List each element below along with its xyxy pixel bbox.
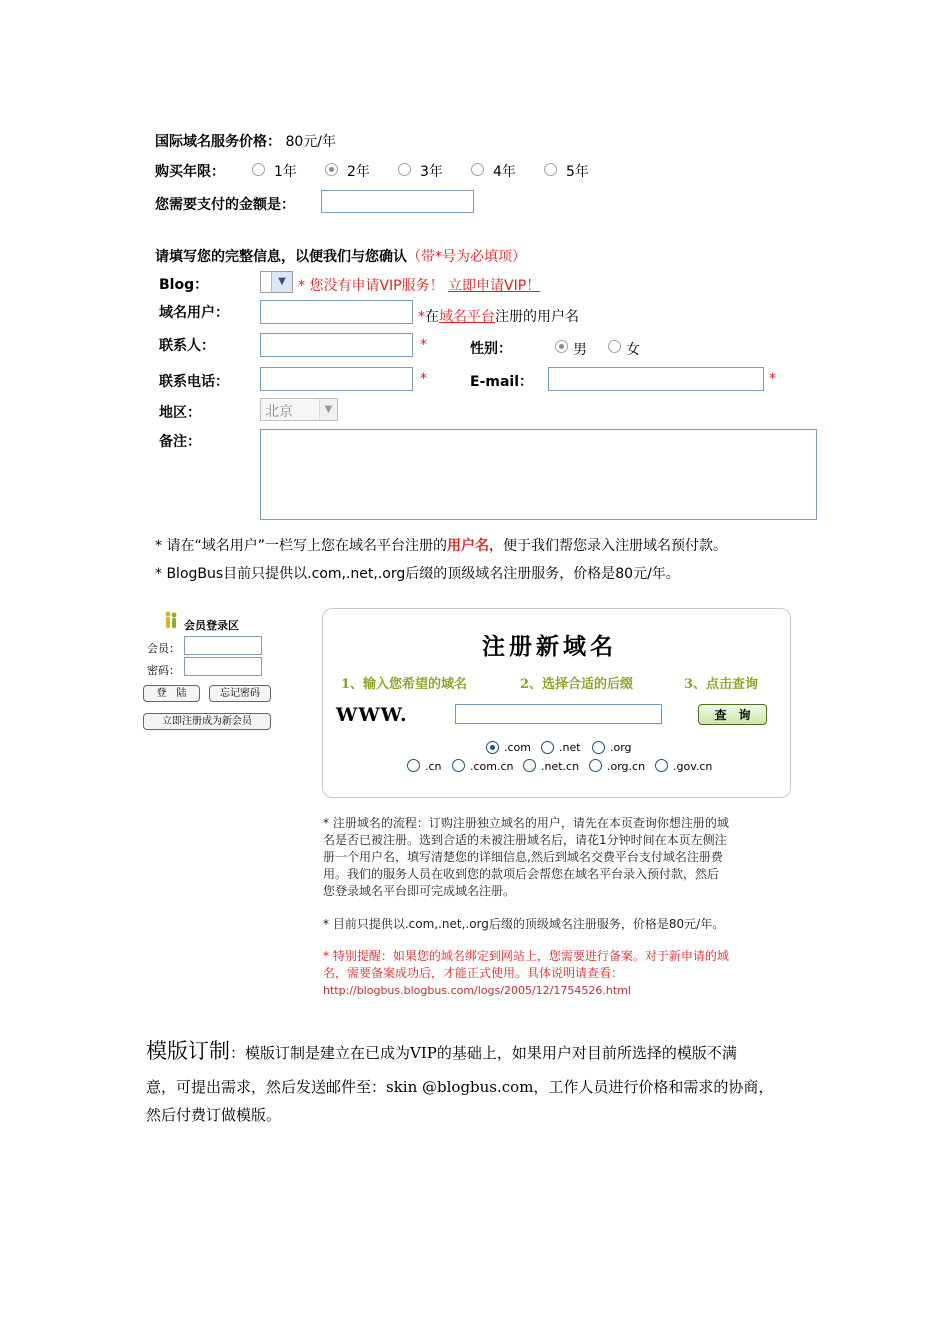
suffix-com: .com (504, 741, 531, 754)
year-radio-2[interactable] (325, 163, 338, 176)
template-heading: 模版订制 (146, 1039, 230, 1063)
contact-input[interactable] (260, 333, 413, 357)
required-star: * (418, 309, 425, 325)
register-member-button[interactable]: 立即注册成为新会员 (143, 713, 271, 730)
price-value: 80元/年 (285, 134, 336, 150)
blog-select[interactable] (260, 271, 293, 293)
note1-prefix: * 请在“域名用户”一栏写上您在域名平台注册的 (155, 538, 447, 554)
reminder-url[interactable]: http://blogbus.blogbus.com/logs/2005/12/1754526.html (323, 984, 631, 997)
year-option-1: 1年 (274, 164, 297, 180)
gender-male-radio[interactable] (555, 340, 568, 353)
suffix-cn: .cn (425, 760, 442, 773)
year-option-5: 5年 (566, 164, 589, 180)
remark-label: 备注： (159, 434, 201, 450)
suffix-net: .net (559, 741, 581, 754)
phone-label: 联系电话： (159, 374, 229, 390)
remark-textarea[interactable] (260, 429, 817, 520)
template-text-1: 模版订制是建立在已成为VIP的基础上，如果用户对目前所选择的模版不满 (245, 1044, 737, 1062)
template-line-3: 然后付费订做模版。 (146, 1106, 282, 1124)
process-line: 册一个用户名，填写清楚您的详细信息,然后到域名交费平台支付域名注册费 (323, 850, 723, 864)
suffix-radio-com[interactable] (486, 741, 499, 754)
year-radio-3[interactable] (398, 163, 411, 176)
amount-input[interactable] (321, 190, 474, 213)
suffix-radio-cn[interactable] (407, 759, 420, 772)
process-note (323, 815, 729, 900)
region-value: 北京 (265, 404, 293, 420)
gender-male-label: 男 (573, 342, 587, 358)
process-line: * 注册域名的流程：订购注册独立域名的用户，请先在本页查询你想注册的域 (323, 816, 729, 830)
year-radio-1[interactable] (252, 163, 265, 176)
year-radio-5[interactable] (544, 163, 557, 176)
suffix-org: .org (610, 741, 632, 754)
gender-female-label: 女 (626, 342, 640, 358)
year-option-2: 2年 (347, 164, 370, 180)
contact-label: 联系人： (159, 338, 215, 354)
note-blogbus-suffix: * BlogBus目前只提供以.com,.net,.org后缀的顶级域名注册服务，价格是80元/年。 (155, 566, 680, 582)
year-radio-4[interactable] (471, 163, 484, 176)
suffix-radio-org[interactable] (592, 741, 605, 754)
suffix-note: * 目前只提供以.com,.net,.org后缀的顶级域名注册服务，价格是80元/年。 (323, 917, 725, 931)
suffix-radio-net-cn[interactable] (523, 759, 536, 772)
suffix-radio-com-cn[interactable] (452, 759, 465, 772)
members-icon (163, 611, 179, 629)
step2: 2、选择合适的后缀 (520, 677, 634, 692)
hint-prefix: 在 (425, 309, 439, 325)
blog-label: Blog： (159, 277, 209, 293)
suffix-com-cn: .com.cn (470, 760, 514, 773)
email-label: E-mail： (470, 374, 534, 390)
suffix-radio-net[interactable] (541, 741, 554, 754)
info-heading: 请填写您的完整信息，以便我们与您确认 (155, 249, 407, 265)
domain-platform-link[interactable]: 域名平台 (439, 309, 495, 325)
gender-female-radio[interactable] (608, 340, 621, 353)
template-paragraph (146, 1036, 816, 1130)
register-title: 注册新域名 (482, 633, 617, 660)
template-line-1 (146, 1036, 816, 1068)
suffix-gov-cn: .gov.cn (673, 760, 713, 773)
process-line: 名是否已被注册。选到合适的未被注册域名后，请花1分钟时间在本页左侧注 (323, 833, 727, 847)
reminder-note (323, 948, 729, 999)
suffix-radio-org-cn[interactable] (589, 759, 602, 772)
suffix-radio-gov-cn[interactable] (655, 759, 668, 772)
process-line: 用。我们的服务人员在收到您的款项后会帮您在域名平台录入预付款，然后 (323, 867, 720, 881)
vip-notice: * 您没有申请VIP服务！ (298, 278, 444, 294)
domain-user-label: 域名用户： (159, 305, 229, 321)
reminder-line: * 特别提醒：如果您的域名绑定到网站上，您需要进行备案。对于新申请的域 (323, 949, 729, 963)
www-label: WWW. (336, 704, 408, 726)
phone-input[interactable] (260, 367, 413, 391)
step1: 1、输入您希望的域名 (341, 677, 468, 692)
gender-label: 性别： (470, 341, 512, 357)
region-label: 地区： (159, 405, 201, 421)
domain-user-hint (418, 306, 579, 326)
email-required-star: * (769, 371, 776, 387)
required-note: （带*号为必填项） (407, 249, 526, 265)
member-label: 会员： (147, 642, 180, 655)
suffix-org-cn: .org.cn (607, 760, 646, 773)
template-colon: ： (230, 1044, 246, 1062)
contact-required-star: * (420, 337, 427, 353)
years-label: 购买年限： (155, 164, 225, 180)
info-heading-row (155, 246, 526, 266)
region-select[interactable] (260, 398, 338, 421)
member-input[interactable] (184, 636, 262, 655)
process-line: 您登录域名平台即可完成域名注册。 (323, 884, 516, 898)
note-domain-user (155, 535, 727, 555)
query-button[interactable]: 查 询 (698, 704, 767, 725)
phone-required-star: * (420, 371, 427, 387)
year-option-4: 4年 (493, 164, 516, 180)
password-label: 密码： (147, 664, 180, 677)
note1-suffix: ，便于我们帮您录入注册域名预付款。 (488, 538, 727, 554)
login-button[interactable]: 登 陆 (143, 685, 200, 702)
amount-label: 您需要支付的金额是： (155, 197, 295, 213)
vip-notice-row (298, 275, 540, 295)
chevron-down-icon: ▼ (271, 272, 292, 292)
login-title: 会员登录区 (184, 619, 239, 632)
vip-apply-link[interactable]: 立即申请VIP！ (448, 278, 541, 294)
price-row (155, 131, 336, 151)
domain-name-input[interactable] (455, 704, 662, 724)
suffix-net-cn: .net.cn (541, 760, 580, 773)
template-line-2: 意，可提出需求，然后发送邮件至：skin @blogbus.com，工作人员进行价格和需求的协商， (146, 1078, 774, 1096)
hint-suffix: 注册的用户名 (495, 309, 579, 325)
reminder-line: 名，需要备案成功后，才能正式使用。具体说明请查看： (323, 966, 624, 980)
password-input[interactable] (184, 657, 262, 676)
email-input[interactable] (548, 367, 764, 391)
price-label: 国际域名服务价格： (155, 134, 281, 150)
forgot-password-button[interactable]: 忘记密码 (209, 685, 271, 702)
note1-highlight: 用户名 (446, 538, 489, 554)
year-option-3: 3年 (420, 164, 443, 180)
step3: 3、点击查询 (684, 677, 759, 692)
chevron-down-icon: ▼ (319, 399, 337, 420)
domain-user-input[interactable] (260, 300, 413, 324)
